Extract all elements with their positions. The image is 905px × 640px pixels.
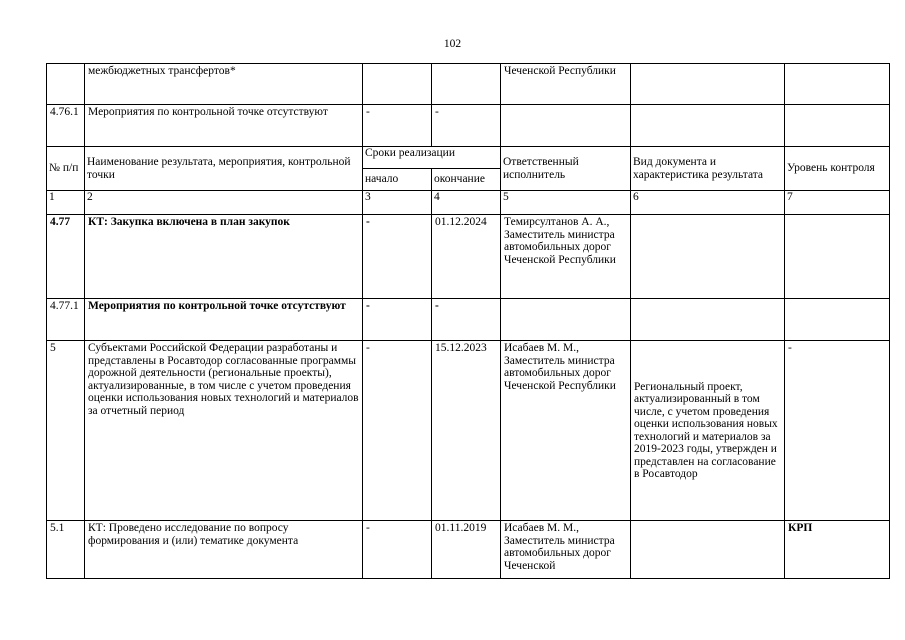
table-row [47,215,890,299]
column-number: 7 [785,191,890,215]
header-end: окончание [432,169,501,191]
cell-start [363,64,432,105]
column-number: 5 [501,191,631,215]
table-row [47,299,890,341]
cell-start: - [363,215,432,299]
cell-start: - [363,521,432,579]
column-number: 1 [47,191,85,215]
cell-name: КТ: Закупка включена в план закупок [85,215,363,299]
cell-num: 5 [47,341,85,521]
cell-num [47,64,85,105]
table-row [47,521,890,579]
cell-responsible [501,105,631,147]
header-terms: Сроки реализации [363,147,501,169]
cell-responsible: Исабаев М. М., Заместитель министра автомобильных дорог Чеченской [501,521,631,579]
column-number: 4 [432,191,501,215]
cell-doc: Региональный проект, актуализированный в том числе, с учетом проведения оценки использования новых технологий и материалов за 2019-2023 годы, утвержден и представлен на согласование в Росавтодор [631,341,785,521]
cell-level [785,299,890,341]
cell-num: 5.1 [47,521,85,579]
cell-end: 15.12.2023 [432,341,501,521]
cell-level [785,64,890,105]
cell-start: - [363,105,432,147]
column-number: 6 [631,191,785,215]
column-number: 3 [363,191,432,215]
header-doc-type: Вид документа и характеристика результата [631,147,785,191]
table-header-row [47,147,890,169]
page-number: 102 [443,38,462,50]
cell-name: Мероприятия по контрольной точке отсутствуют [85,299,363,341]
cell-responsible [501,299,631,341]
table-row [47,105,890,147]
cell-doc [631,521,785,579]
table-row [47,341,890,521]
cell-doc [631,64,785,105]
cell-name: межбюджетных трансфертов* [85,64,363,105]
cell-name: Субъектами Российской Федерации разработаны и представлены в Росавтодор согласованные программы дорожной деятельности (региональные проекты), актуализированные, в том числе с учетом проведения оценки использования новых технологий и материалов за отчетный период [85,341,363,521]
table-row [47,64,890,105]
header-control-level: Уровень контроля [785,147,890,191]
cell-end: 01.12.2024 [432,215,501,299]
cell-level: КРП [785,521,890,579]
column-numbers-row [47,191,890,215]
header-responsible: Ответственный исполнитель [501,147,631,191]
cell-start: - [363,299,432,341]
cell-doc [631,215,785,299]
cell-responsible: Чеченской Республики [501,64,631,105]
header-name: Наименование результата, мероприятия, контрольной точки [85,147,363,191]
cell-level [785,215,890,299]
cell-start: - [363,341,432,521]
cell-name: Мероприятия по контрольной точке отсутствуют [85,105,363,147]
header-start: начало [363,169,432,191]
cell-doc [631,299,785,341]
cell-level: - [785,341,890,521]
cell-level [785,105,890,147]
cell-responsible: Исабаев М. М., Заместитель министра автомобильных дорог Чеченской Республики [501,341,631,521]
cell-responsible: Темирсултанов А. А., Заместитель министра автомобильных дорог Чеченской Республики [501,215,631,299]
cell-end: - [432,105,501,147]
cell-end [432,64,501,105]
column-number: 2 [85,191,363,215]
cell-doc [631,105,785,147]
cell-end: - [432,299,501,341]
header-num: № п/п [47,147,85,191]
cell-name: КТ: Проведено исследование по вопросу формирования и (или) тематике документа [85,521,363,579]
cell-end: 01.11.2019 [432,521,501,579]
cell-num: 4.76.1 [47,105,85,147]
cell-num: 4.77.1 [47,299,85,341]
plan-table [46,63,890,579]
cell-num: 4.77 [47,215,85,299]
